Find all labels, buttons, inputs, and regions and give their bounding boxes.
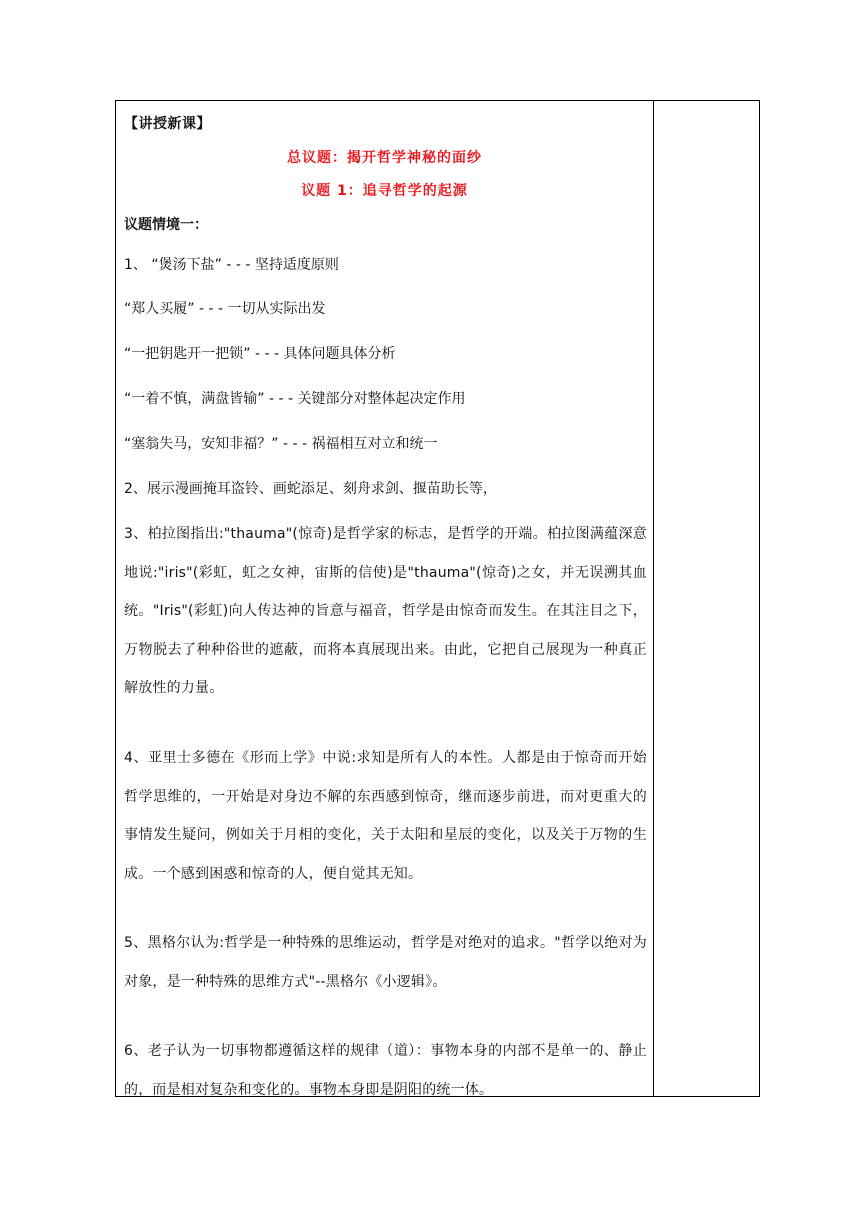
plato-paragraph: 3、柏拉图指出:"thauma"(惊奇)是哲学家的标志，是哲学的开端。柏拉图满蕴深意地说:"iris"(彩虹，虹之女神，宙斯的信使)是"thauma"(惊奇)之女，并无误溯其血统。"Iris"(彩虹)向人传达神的旨意与福音，哲学是由惊奇而发生。在其注目之下，万物脱去了种种俗世的遮蔽，而将本真展现出来。由此，它把自己展现为一种真正解放性的力量。 [124, 526, 647, 696]
idiom-line-2: “郑人买履” - - - 一切从实际出发 [124, 301, 326, 317]
notes-cell [654, 101, 759, 1096]
lesson-table [115, 100, 760, 1097]
scene-label: 议题情境一： [124, 217, 208, 233]
content-cell [116, 101, 654, 1096]
idiom-line-3: “一把钥匙开一把锁” - - - 具体问题具体分析 [124, 346, 396, 362]
idiom-line-5: “塞翁失马，安知非福？” - - - 祸福相互对立和统一 [124, 436, 438, 452]
cartoon-line: 2、展示漫画掩耳盗铃、画蛇添足、刻舟求剑、揠苗助长等， [124, 481, 497, 497]
section-label: 【讲授新课】 [124, 116, 211, 132]
sub-topic-title: 议题 1：追寻哲学的起源 [301, 183, 468, 199]
main-topic-title: 总议题：揭开哲学神秘的面纱 [287, 150, 482, 166]
idiom-line-1: 1、 “煲汤下盐” - - - 坚持适度原则 [124, 257, 339, 273]
idiom-line-4: “一着不慎，满盘皆输” - - - 关键部分对整体起决定作用 [124, 391, 466, 407]
aristotle-paragraph: 4、亚里士多德在《形而上学》中说:求知是所有人的本性。人都是由于惊奇而开始哲学思维的，一开始是对身边不解的东西感到惊奇，继而逐步前进，而对更重大的事情发生疑问，例如关于月相的变化，关于太阳和星辰的变化，以及关于万物的生成。一个感到困惑和惊奇的人，便自觉其无知。 [124, 750, 647, 882]
hegel-paragraph: 5、黑格尔认为:哲学是一种特殊的思维运动，哲学是对绝对的追求。"哲学以绝对为对象，是一种特殊的思维方式"--黑格尔《小逻辑》。 [124, 935, 647, 990]
laozi-paragraph: 6、老子认为一切事物都遵循这样的规律（道）：事物本身的内部不是单一的、静止的，而是相对复杂和变化的。事物本身即是阴阳的统一体。 [124, 1043, 647, 1098]
